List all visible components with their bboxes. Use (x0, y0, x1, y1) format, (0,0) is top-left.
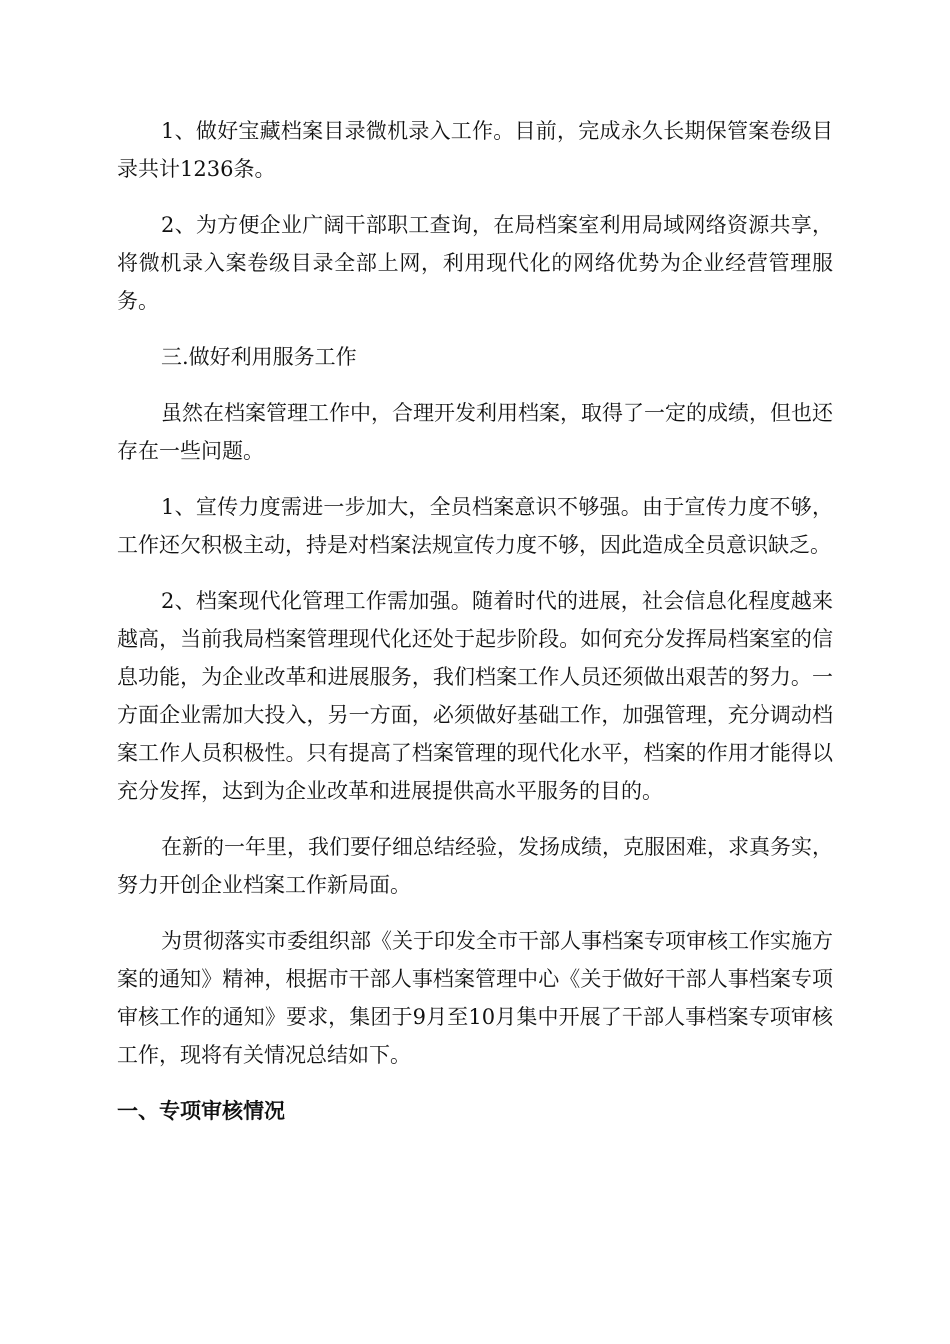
paragraph-network-sharing: 2、为方便企业广阔干部职工查询，在局档案室利用局域网络资源共享，将微机录入案卷级目录全部上网，利用现代化的网络优势为企业经营管理服务。 (117, 213, 833, 313)
document-page (117, 112, 833, 1130)
paragraph-publicity: 1、宣传力度需进一步加大，全员档案意识不够强。由于宣传力度不够，工作还欠积极主动，持是对档案法规宣传力度不够，因此造成全员意识缺乏。 (117, 495, 833, 557)
section-heading-audit: 一、专项审核情况 (117, 1099, 285, 1123)
paragraph-new-year: 在新的一年里，我们要仔细总结经验，发扬成绩，克服困难，求真务实，努力开创企业档案工作新局面。 (117, 835, 833, 897)
paragraph-modernization: 2、档案现代化管理工作需加强。随着时代的进展，社会信息化程度越来越高，当前我局档案管理现代化还处于起步阶段。如何充分发挥局档案室的信息功能，为企业改革和进展服务，我们档案工作人员还须做出艰苦的努力。一方面企业需加大投入，另一方面，必须做好基础工作，加强管理，充分调动档案工作人员积极性。只有提高了档案管理的现代化水平，档案的作用才能得以充分发挥，达到为企业改革和进展提供高水平服务的目的。 (117, 589, 833, 803)
section-title-service: 三.做好利用服务工作 (161, 345, 357, 369)
paragraph-audit-intro: 为贯彻落实市委组织部《关于印发全市干部人事档案专项审核工作实施方案的通知》精神，根据市干部人事档案管理中心《关于做好干部人事档案专项审核工作的通知》要求，集团于9月至10月集中开展了干部人事档案专项审核工作，现将有关情况总结如下。 (117, 929, 833, 1067)
paragraph-catalog-entry: 1、做好宝藏档案目录微机录入工作。目前，完成永久长期保管案卷级目录共计1236条。 (117, 119, 833, 181)
paragraph-problems-intro: 虽然在档案管理工作中，合理开发利用档案，取得了一定的成绩，但也还存在一些问题。 (117, 401, 833, 463)
